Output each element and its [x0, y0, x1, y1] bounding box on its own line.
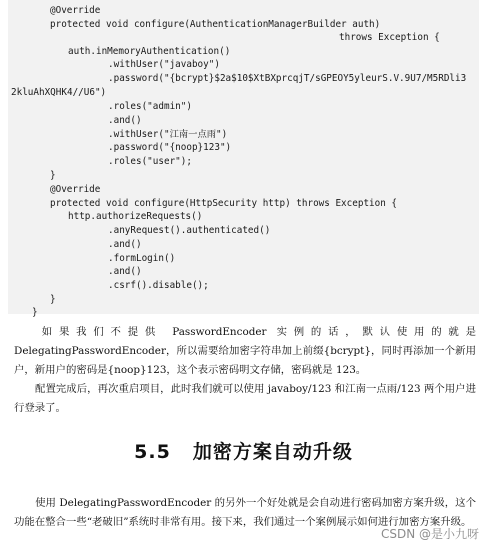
section-heading — [0, 437, 487, 464]
paragraph — [14, 323, 476, 380]
code-line: } — [50, 170, 56, 181]
code-line: protected void configure(AuthenticationManagerBuilder auth) — [50, 19, 381, 30]
code-line: .csrf().disable(); — [108, 280, 209, 291]
code-line: .anyRequest().authenticated() — [108, 225, 271, 236]
code-line: .password("{noop}123") — [108, 142, 232, 153]
code-line: .roles("user"); — [108, 156, 192, 167]
code-line: throws Exception { — [339, 32, 440, 43]
code-line: @Override — [50, 184, 101, 195]
code-line: 2kluAhXQHK4//U6") — [11, 87, 107, 98]
code-line: @Override — [50, 5, 101, 16]
code-line: auth.inMemoryAuthentication() — [68, 46, 231, 57]
section-number: 5.5 — [134, 441, 171, 463]
paragraph-text: 如果我们不提供 PasswordEncoder 实例的话，默认使用的就是 DelegatingPasswordEncoder，所以需要给加密字符串加上前缀{bcrypt}，同时再添加一个新用户，新用户的密码是{noop}123，这个表示密码明文存储，密码就是 123。 — [14, 326, 476, 376]
code-line: } — [50, 294, 56, 305]
code-line: .password("{bcrypt}$2a$10$XtBXprcqjT/sGPEOY5yleurS.V.9U7/M5RDli3 — [108, 73, 467, 84]
code-line: .and() — [108, 115, 142, 126]
code-line: protected void configure(HttpSecurity http) throws Exception { — [50, 198, 398, 209]
code-line: .roles("admin") — [108, 101, 192, 112]
code-line: .formLogin() — [108, 253, 176, 264]
code-line: .and() — [108, 266, 142, 277]
section-title: 加密方案自动升级 — [192, 441, 353, 463]
code-line: .withUser("javaboy") — [108, 59, 220, 70]
code-line: .withUser("江南一点雨") — [108, 129, 228, 140]
paragraph-text: 使用 DelegatingPasswordEncoder 的另外一个好处就是会自动进行密码加密方案升级，这个功能在整合一些“老破旧”系统时非常有用。接下来，我们通过一个案例展示如何进行加密方案升级。 — [14, 497, 476, 528]
code-line: .and() — [108, 239, 142, 250]
code-line: http.authorizeRequests() — [68, 211, 203, 222]
code-block — [8, 0, 479, 318]
paragraph — [14, 380, 476, 418]
paragraph-text: 配置完成后，再次重启项目，此时我们就可以使用 javaboy/123 和江南一点雨/123 两个用户进行登录了。 — [14, 383, 476, 414]
watermark: CSDN @是小九呀 — [380, 527, 479, 541]
code-line: } — [32, 307, 38, 318]
